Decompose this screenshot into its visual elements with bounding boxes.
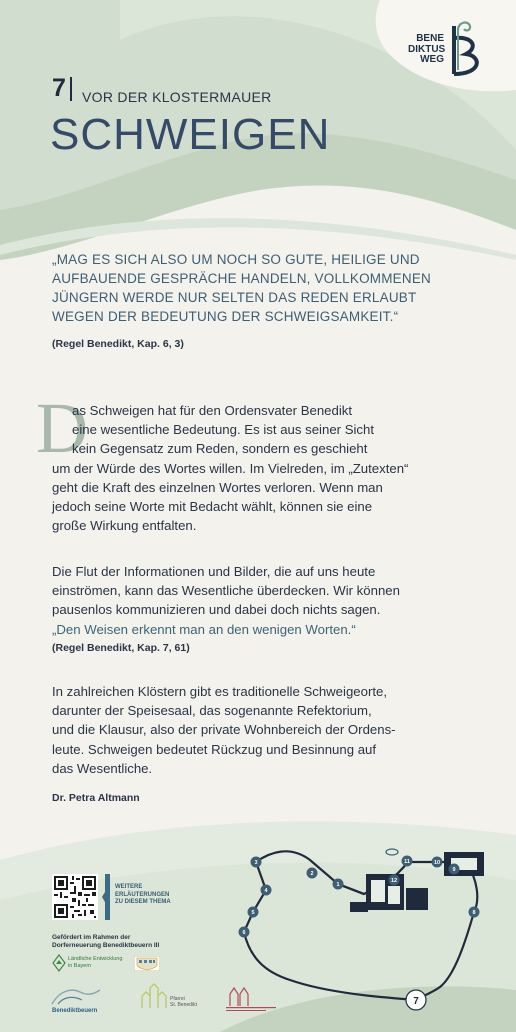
text-line: darunter der Speisesaal, das sogenannte Refektorium, [52, 703, 372, 719]
text-line: das Wesentliche. [52, 760, 153, 776]
drop-cap: D [36, 388, 88, 468]
text-line: eine wesentliche Bedeutung. Es ist aus seiner Sicht [72, 422, 375, 438]
laendliche-entwicklung-logo [52, 954, 66, 972]
route-map [230, 840, 500, 1020]
svg-text:12: 12 [390, 878, 398, 884]
qr-code[interactable] [52, 874, 98, 920]
benediktusweg-logo [398, 18, 498, 80]
qr-label: WEITERE ERLÄUTERUNGEN ZU DIESEM THEMA [115, 884, 171, 905]
svg-text:10: 10 [433, 860, 441, 866]
quote-line: „MAG ES SICH ALSO UM NOCH SO GUTE, HEILIGE UND [52, 252, 420, 267]
svg-text:9: 9 [452, 867, 456, 873]
text-line: große Wirkung entfalten. [52, 518, 197, 534]
laendliche-entwicklung-text: Ländliche Entwicklung in Bayern [68, 956, 123, 969]
text-line: geht die Kraft des einzelnen Wortes verloren. Wenn man [52, 479, 383, 495]
paragraph-3 [52, 682, 482, 778]
quote-line: WEGEN DER BEDEUTUNG DER SCHWEIGSAMKEIT.“ [52, 309, 399, 324]
text-line: jedoch seine Worte mit Bedacht wählt, können sie eine [52, 499, 373, 515]
station-divider [70, 77, 72, 101]
text-line: In zahlreichen Klöstern gibt es traditionelle Schweigeorte, [52, 684, 388, 699]
quote-source: (Regel Benedikt, Kap. 6, 3) [52, 338, 184, 350]
svg-text:8: 8 [472, 910, 476, 916]
paragraph-1 [52, 401, 482, 535]
quote-line: JÜNGERN WERDE NUR SELTEN DAS REDEN ERLAUBT [52, 290, 417, 305]
text-line: Die Flut der Informationen und Bilder, die auf uns heute [52, 564, 376, 579]
rule-quote [52, 250, 472, 326]
svg-text:Benediktbeuern: Benediktbeuern [52, 1008, 98, 1014]
crozier-b-icon [444, 18, 486, 80]
route-stations [239, 849, 480, 1010]
sponsor-logos [52, 954, 172, 974]
text-line: kein Gegensatz zum Reden, sondern es geschieht [72, 441, 368, 457]
pfarrei-logo [142, 984, 198, 1008]
benediktbeuern-logo [52, 990, 100, 1014]
quote-line: AUFBAUENDE GESPRÄCHE HANDELN, VOLLKOMMENEN [52, 271, 431, 286]
svg-text:St. Benedikt: St. Benedikt [170, 1002, 197, 1008]
station-number: 7 [52, 74, 66, 102]
funding-note: Gefördert im Rahmen der Dorferneuerung Benediktbeuern III [52, 934, 160, 949]
bavaria-coat-of-arms-icon [134, 956, 160, 971]
svg-text:4: 4 [264, 888, 268, 894]
text-line: leute. Schweigen bedeutet Rückzug und Besinnung auf [52, 741, 377, 757]
inline-quote: „Den Weisen erkennt man an den wenigen Worten.“ [52, 621, 356, 637]
svg-text:3: 3 [254, 860, 258, 866]
text-line: pausenlos kommunizieren und dabei doch nichts sagen. [52, 602, 381, 618]
current-station-marker: 7 [413, 996, 419, 1007]
quote-source-2: (Regel Benedikt, Kap. 7, 61) [52, 642, 190, 654]
paragraph-2 [52, 562, 482, 639]
svg-text:2: 2 [310, 871, 314, 877]
page-title: SCHWEIGEN [50, 110, 331, 159]
author: Dr. Petra Altmann [52, 792, 140, 804]
text-line: und die Klausur, also der private Wohnbereich der Ordens- [52, 722, 396, 738]
text-line: um der Würde des Wortes willen. Im Vielreden, im „Zutexten“ [52, 460, 409, 476]
station-subtitle: VOR DER KLOSTERMAUER [82, 89, 272, 105]
text-line: einströmen, kann das Wesentliche überdecken. Wir können [52, 583, 400, 599]
logo-wordmark: BENE DIKTUS WEG [408, 33, 446, 65]
svg-text:1: 1 [336, 882, 340, 888]
svg-text:11: 11 [404, 859, 410, 865]
text-line: as Schweigen hat für den Ordensvater Benedikt [72, 403, 353, 418]
arrow-left-icon [102, 874, 110, 920]
svg-text:6: 6 [242, 930, 246, 936]
svg-text:5: 5 [251, 910, 255, 916]
svg-text:Pfarrei: Pfarrei [170, 996, 185, 1002]
